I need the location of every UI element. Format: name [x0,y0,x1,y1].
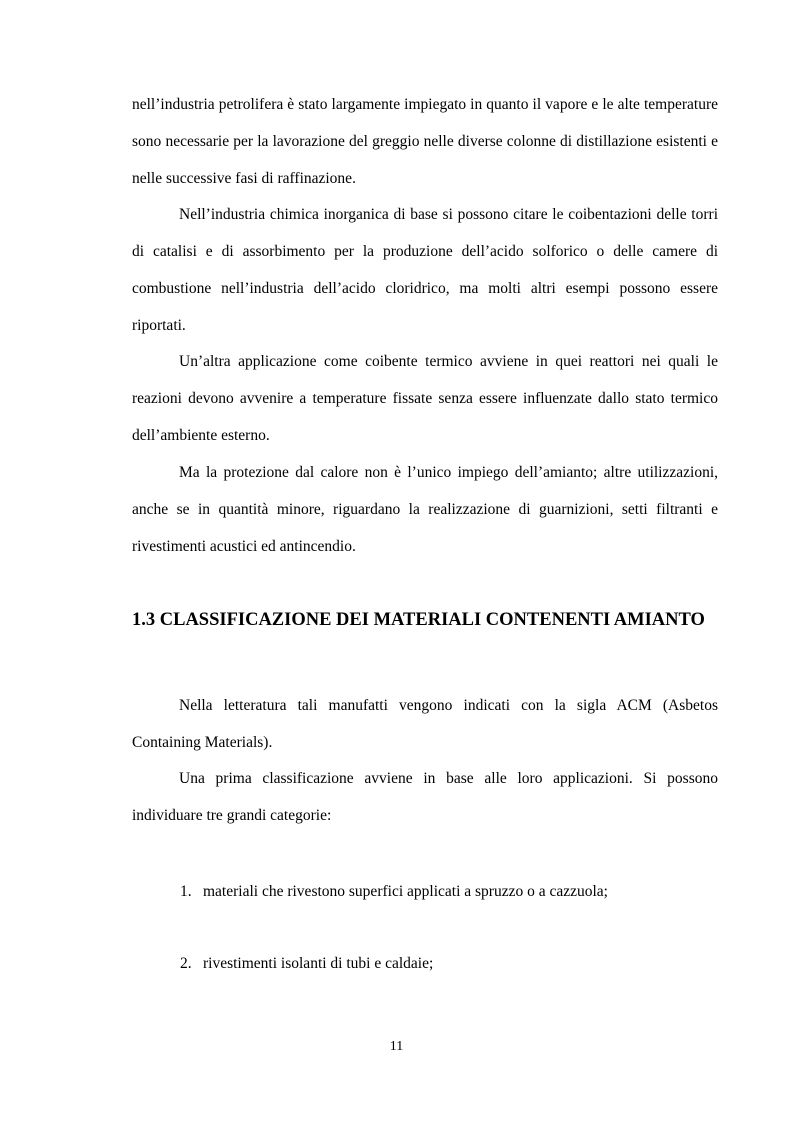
list-item-number: 1. [180,883,192,900]
paragraph-text: Un’altra applicazione come coibente termico avviene in quei reattori nei quali le reazioni devono avvenire a temperature fissate senza essere influenzate dallo stato termico dell’ambiente esterno. [132,353,718,444]
paragraph-thermal-insulation-reactors [132,343,718,454]
paragraph-text: Ma la protezione dal calore non è l’unico impiego dell’amianto; altre utilizzazioni, anche se in quantità minore, riguardano la realizzazione di guarnizioni, setti filtranti e rivestimenti acustici ed antincendio. [132,464,718,555]
paragraph-acm-definition [132,687,718,761]
paragraph-text: Nell’industria chimica inorganica di base si possono citare le coibentazioni delle torri di catalisi e di assorbimento per la produzione dell’acido solforico o delle camere di combustione nell’industria dell’acido cloridrico, ma molti altri esempi possono essere riportati. [132,206,718,334]
paragraph-classification-intro [132,760,718,834]
paragraph-other-uses [132,454,718,565]
paragraph-text: Nella letteratura tali manufatti vengono indicati con la sigla ACM (Asbetos Containing Materials). [132,697,718,751]
paragraph-text: Una prima classificazione avviene in base alle loro applicazioni. Si possono individuare tre grandi categorie: [132,770,718,824]
paragraph-petroleum-industry [132,86,718,197]
paragraph-inorganic-chemistry [132,196,718,344]
list-item-number: 2. [180,955,192,972]
list-item-text: rivestimenti isolanti di tubi e caldaie; [203,955,434,972]
list-item [180,880,720,904]
page-number: 11 [389,1039,404,1054]
list-item-text: materiali che rivestono superfici applicati a spruzzo o a cazzuola; [203,883,608,900]
paragraph-text: nell’industria petrolifera è stato largamente impiegato in quanto il vapore e le alte temperature sono necessarie per la lavorazione del greggio nelle diverse colonne di distillazione esistenti e nelle successive fasi di raffinazione. [132,96,718,187]
section-heading: 1.3 CLASSIFICAZIONE DEI MATERIALI CONTENENTI AMIANTO [132,610,705,630]
list-item [180,952,720,976]
